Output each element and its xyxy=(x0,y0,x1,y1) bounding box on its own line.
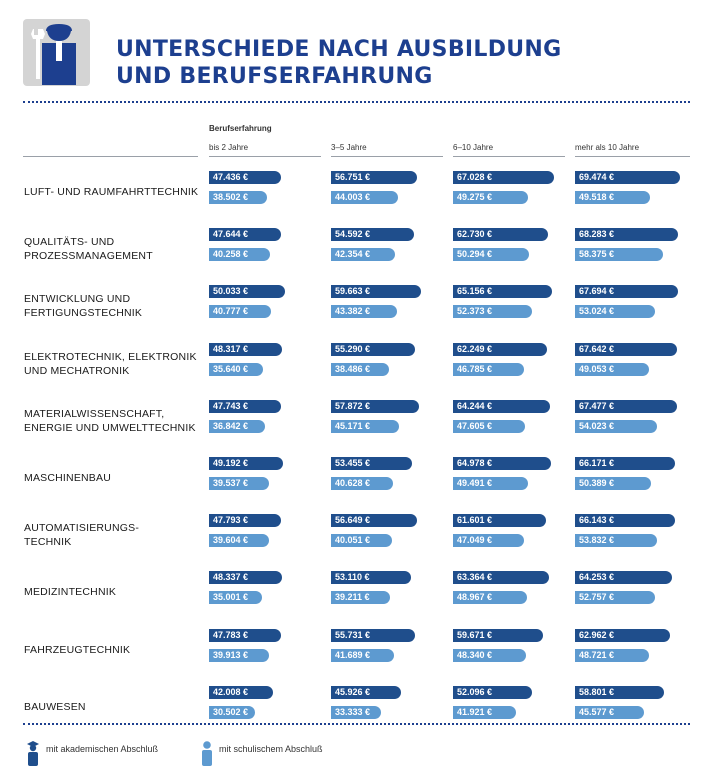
title-line-2: UND BERUFSERFAHRUNG xyxy=(116,64,433,89)
category-label: FAHRZEUGTECHNIK xyxy=(24,643,131,656)
header-rule-3 xyxy=(575,156,690,157)
bar-academic: 48.337 € xyxy=(209,571,282,584)
person-icon xyxy=(200,740,214,766)
bar-school: 53.024 € xyxy=(575,305,655,318)
bar-school: 40.628 € xyxy=(331,477,393,490)
category-label: LUFT- UND RAUMFAHRTTECHNIK xyxy=(24,186,199,198)
bar-academic: 67.477 € xyxy=(575,400,677,413)
bar-school: 33.333 € xyxy=(331,706,381,719)
bar-school: 50.294 € xyxy=(453,248,529,261)
category-label: ELEKTROTECHNIK, ELEKTRONIK UND MECHATRONIK xyxy=(24,350,197,377)
bar-school: 46.785 € xyxy=(453,363,524,376)
bar-school: 35.640 € xyxy=(209,363,263,376)
bar-academic: 64.978 € xyxy=(453,457,551,470)
bar-school: 39.604 € xyxy=(209,534,269,547)
bar-school: 54.023 € xyxy=(575,420,657,433)
group-label: Berufserfahrung xyxy=(209,124,272,133)
bar-academic: 47.644 € xyxy=(209,228,281,241)
bar-school: 47.605 € xyxy=(453,420,525,433)
column-header-2: 6–10 Jahre xyxy=(453,143,494,152)
category-label: MATERIALWISSENSCHAFT, ENERGIE UND UMWELTTECHNIK xyxy=(24,407,196,434)
category-label: MASCHINENBAU xyxy=(24,472,111,484)
category-label: BAUWESEN xyxy=(24,700,86,713)
bar-academic: 56.649 € xyxy=(331,514,417,527)
bar-academic: 67.694 € xyxy=(575,285,678,298)
bar-academic: 59.671 € xyxy=(453,629,543,642)
bar-school: 58.375 € xyxy=(575,248,663,261)
bar-academic: 66.143 € xyxy=(575,514,675,527)
column-header-0: bis 2 Jahre xyxy=(209,143,249,152)
bar-academic: 53.110 € xyxy=(331,571,411,584)
bar-academic: 67.028 € xyxy=(453,171,554,184)
bar-academic: 48.317 € xyxy=(209,343,282,356)
bar-school: 45.577 € xyxy=(575,706,644,719)
bar-school: 45.171 € xyxy=(331,420,399,433)
engineer-logo-icon xyxy=(23,19,90,86)
bar-school: 49.518 € xyxy=(575,191,650,204)
bar-academic: 55.290 € xyxy=(331,343,415,356)
bar-school: 52.757 € xyxy=(575,591,655,604)
bar-academic: 53.455 € xyxy=(331,457,412,470)
bar-school: 44.003 € xyxy=(331,191,398,204)
bar-school: 38.502 € xyxy=(209,191,267,204)
top-dotted-divider xyxy=(23,101,690,103)
legend-school-label: mit schulischem Abschluß xyxy=(219,744,323,754)
column-header-1: 3–5 Jahre xyxy=(331,143,367,152)
bar-school: 40.258 € xyxy=(209,248,270,261)
graduate-person-icon xyxy=(26,740,40,766)
bar-academic: 50.033 € xyxy=(209,285,285,298)
bar-school: 53.832 € xyxy=(575,534,657,547)
bar-academic: 62.962 € xyxy=(575,629,670,642)
bar-school: 36.842 € xyxy=(209,420,265,433)
bar-academic: 55.731 € xyxy=(331,629,415,642)
legend-academic-label: mit akademischen Abschluß xyxy=(46,744,159,754)
header-rule-2 xyxy=(453,156,565,157)
bar-academic: 56.751 € xyxy=(331,171,417,184)
bar-academic: 58.801 € xyxy=(575,686,664,699)
bar-school: 43.382 € xyxy=(331,305,397,318)
bar-school: 48.721 € xyxy=(575,649,649,662)
bar-academic: 62.249 € xyxy=(453,343,547,356)
bar-school: 38.486 € xyxy=(331,363,389,376)
bottom-dotted-divider xyxy=(23,723,690,725)
bar-academic: 47.783 € xyxy=(209,629,281,642)
bar-academic: 61.601 € xyxy=(453,514,546,527)
category-label: AUTOMATISIERUNGS- TECHNIK xyxy=(24,522,140,549)
bar-academic: 57.872 € xyxy=(331,400,419,413)
bar-school: 39.211 € xyxy=(331,591,390,604)
bar-school: 41.921 € xyxy=(453,706,516,719)
bar-academic: 42.008 € xyxy=(209,686,273,699)
bar-school: 39.537 € xyxy=(209,477,269,490)
bar-academic: 64.253 € xyxy=(575,571,672,584)
bar-school: 49.491 € xyxy=(453,477,528,490)
bar-academic: 66.171 € xyxy=(575,457,675,470)
bar-school: 39.913 € xyxy=(209,649,269,662)
bar-school: 48.340 € xyxy=(453,649,526,662)
bar-school: 30.502 € xyxy=(209,706,255,719)
bar-academic: 59.663 € xyxy=(331,285,421,298)
bar-school: 47.049 € xyxy=(453,534,524,547)
bar-school: 41.689 € xyxy=(331,649,394,662)
bar-school: 35.001 € xyxy=(209,591,262,604)
bar-academic: 63.364 € xyxy=(453,571,549,584)
bar-academic: 62.730 € xyxy=(453,228,548,241)
bar-school: 42.354 € xyxy=(331,248,395,261)
bar-academic: 47.436 € xyxy=(209,171,281,184)
bar-academic: 67.642 € xyxy=(575,343,677,356)
header-rule-category xyxy=(23,156,198,157)
header-rule-0 xyxy=(209,156,321,157)
bar-academic: 54.592 € xyxy=(331,228,414,241)
bar-school: 49.053 € xyxy=(575,363,649,376)
bar-school: 49.275 € xyxy=(453,191,528,204)
category-label: MEDIZINTECHNIK xyxy=(24,586,117,599)
bar-academic: 49.192 € xyxy=(209,457,283,470)
bar-academic: 64.244 € xyxy=(453,400,550,413)
bar-academic: 52.096 € xyxy=(453,686,532,699)
bar-academic: 68.283 € xyxy=(575,228,678,241)
category-label: QUALITÄTS- UND PROZESSMANAGEMENT xyxy=(24,236,153,263)
title-line-1: UNTERSCHIEDE NACH AUSBILDUNG xyxy=(116,37,562,62)
bar-academic: 47.793 € xyxy=(209,514,281,527)
bar-school: 40.777 € xyxy=(209,305,271,318)
bar-school: 52.373 € xyxy=(453,305,532,318)
bar-academic: 45.926 € xyxy=(331,686,401,699)
bar-academic: 47.743 € xyxy=(209,400,281,413)
bar-school: 48.967 € xyxy=(453,591,527,604)
bar-academic: 65.156 € xyxy=(453,285,552,298)
header-rule-1 xyxy=(331,156,443,157)
bar-academic: 69.474 € xyxy=(575,171,680,184)
bar-school: 40.051 € xyxy=(331,534,392,547)
category-label: ENTWICKLUNG UND FERTIGUNGSTECHNIK xyxy=(24,293,143,320)
page-title xyxy=(116,36,562,90)
bar-school: 50.389 € xyxy=(575,477,651,490)
column-header-3: mehr als 10 Jahre xyxy=(575,143,640,152)
